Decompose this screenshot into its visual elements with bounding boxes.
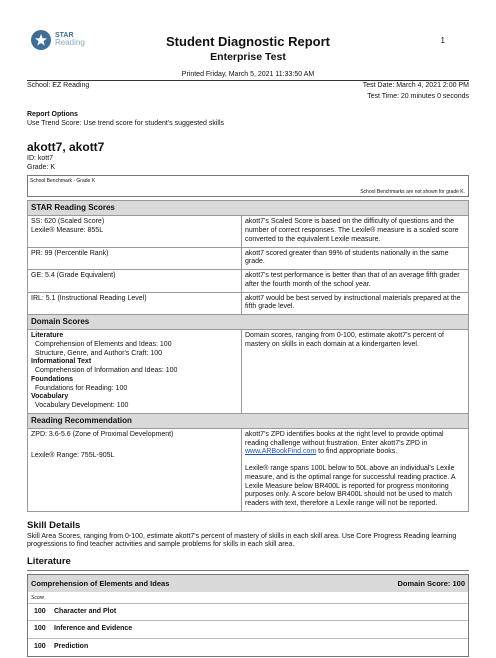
domain-scores-explanation: Domain scores, ranging from 0-100, estimate akott7's percent of mastery on skills in each domain at a kindergarten level.: [242, 330, 469, 414]
table-row: [28, 428, 469, 511]
arbookfind-link[interactable]: www.ARBookFind.com: [245, 448, 317, 456]
skill-details-section: [27, 520, 469, 550]
scaled-score: SS: 620 (Scaled Score): [31, 218, 105, 226]
scores-table: [27, 200, 469, 512]
skill-details-text: Skill Area Scores, ranging from 0-100, estimate akott7's percent of mastery of skills in each skill area. Use Core Progress Reading learning progressions to find teacher activities and sample problems for skills in each skill area.: [27, 532, 457, 549]
zpd-explanation: [245, 431, 465, 457]
school-info-line: [27, 81, 469, 91]
literature-heading: Literature: [27, 556, 469, 571]
domain-literature-heading: Literature: [31, 332, 64, 339]
percentile-rank-explanation: akott7 scored greater than 99% of students nationally in the same grade.: [242, 247, 469, 270]
report-subtitle: Enterprise Test: [210, 51, 286, 63]
trend-score-option: Use Trend Score: Use trend score for student's suggested skills: [27, 120, 225, 127]
domain-vocabulary-heading: Vocabulary: [31, 393, 69, 401]
skill-details-heading: Skill Details: [27, 519, 81, 531]
benchmark-note: School Benchmarks are not shown for grade K.: [360, 189, 465, 196]
table-row: [28, 216, 469, 247]
logo-star-text: STAR: [55, 31, 74, 39]
test-date: Test Date: March 4, 2021 2:00 PM: [362, 81, 469, 89]
comprehension-header: [28, 575, 468, 592]
domain-foundations-heading: Foundations: [31, 375, 73, 383]
domain-score-item: Foundations for Reading: 100: [35, 384, 128, 392]
report-title: Student Diagnostic Report: [166, 34, 330, 49]
domain-score-list: [28, 330, 242, 414]
star-scores-heading: STAR Reading Scores: [28, 201, 469, 216]
table-row: [28, 247, 469, 270]
benchmark-label: School Benchmark - Grade K: [30, 178, 96, 185]
skill-score: 100: [34, 607, 46, 615]
lexile-range: Lexile® Range: 755L-905L: [31, 451, 115, 459]
zpd-explanation-text-end: to find appropriate books.: [318, 448, 398, 456]
grade-equivalent: GE: 5.4 (Grade Equivalent): [28, 270, 242, 293]
skill-name: Inference and Evidence: [54, 625, 133, 633]
skill-name: Prediction: [54, 643, 89, 651]
lexile-range-explanation: Lexile® range spans 100L below to 50L above an individual's Lexile measure, and is the optimal range for successful reading practice. A Lexile Measure below BR400L is reported for progress monitoring purposes only. A score below BR400L should not be used to match readers with text, therefore a Lexile range will not be reported.: [245, 465, 456, 507]
student-id: ID: kott7: [27, 154, 54, 162]
zpd-explanation-text: akott7's ZPD identifies books at the right level to provide optimal reading challenge without frustration. Enter akott7's ZPD in: [245, 430, 444, 447]
benchmark-box: [27, 175, 469, 197]
lexile-measure: Lexile® Measure: 855L: [31, 227, 104, 234]
skill-score: 100: [34, 643, 46, 651]
zpd-range: ZPD: 3.6-5.6 (Zone of Proximal Development): [31, 430, 174, 438]
report-options: [27, 111, 469, 129]
domain-score-item: Structure, Genre, and Author's Craft: 100: [35, 349, 163, 357]
skill-name: Character and Plot: [54, 607, 117, 615]
logo-reading-text: Reading: [55, 38, 85, 48]
list-item: [28, 638, 468, 656]
school-name: School: EZ Reading: [27, 81, 90, 89]
table-row: [28, 330, 469, 414]
list-item: [28, 620, 468, 638]
student-name: akott7, akott7: [27, 139, 105, 154]
domain-score-item: Comprehension of Elements and Ideas: 100: [35, 340, 172, 348]
page-number: 1: [440, 36, 445, 45]
comprehension-title: Comprehension of Elements and Ideas: [31, 579, 170, 588]
grade-equivalent-explanation: akott7's test performance is better than that of an average fifth grader after the fourth month of the school year.: [242, 270, 469, 293]
domain-score-item: Vocabulary Development: 100: [35, 402, 129, 409]
domain-score: Domain Score: 100: [397, 579, 465, 588]
reading-recommendation-heading: Reading Recommendation: [28, 413, 469, 428]
irl-explanation: akott7 would be best served by instructional materials prepared at the fifth grade level.: [242, 292, 469, 315]
comprehension-box: [27, 574, 469, 657]
domain-informational-heading: Informational Text: [31, 358, 92, 366]
skill-score: 100: [34, 625, 46, 633]
list-item: [28, 603, 468, 621]
printed-timestamp: Printed Friday, March 5, 2021 11:33:50 AM: [181, 71, 315, 78]
report-header: [27, 0, 469, 63]
score-column-label: Score: [31, 595, 45, 602]
percentile-rank: PR: 99 (Percentile Rank): [28, 247, 242, 270]
instructional-reading-level: IRL: 5.1 (Instructional Reading Level): [28, 292, 242, 315]
table-row: [28, 270, 469, 293]
test-time: Test Time: 20 minutes 0 seconds: [367, 92, 469, 100]
domain-score-item: Comprehension of Information and Ideas: 100: [35, 367, 178, 374]
report-options-title: Report Options: [27, 111, 78, 119]
table-row: [28, 292, 469, 315]
domain-scores-heading: Domain Scores: [28, 315, 469, 330]
scaled-score-explanation: akott7's Scaled Score is based on the difficulty of questions and the number of correct responses. The Lexile® measure is a scaled score converted to the equivalent Lexile measure.: [242, 216, 469, 247]
student-grade: Grade: K: [27, 163, 56, 171]
